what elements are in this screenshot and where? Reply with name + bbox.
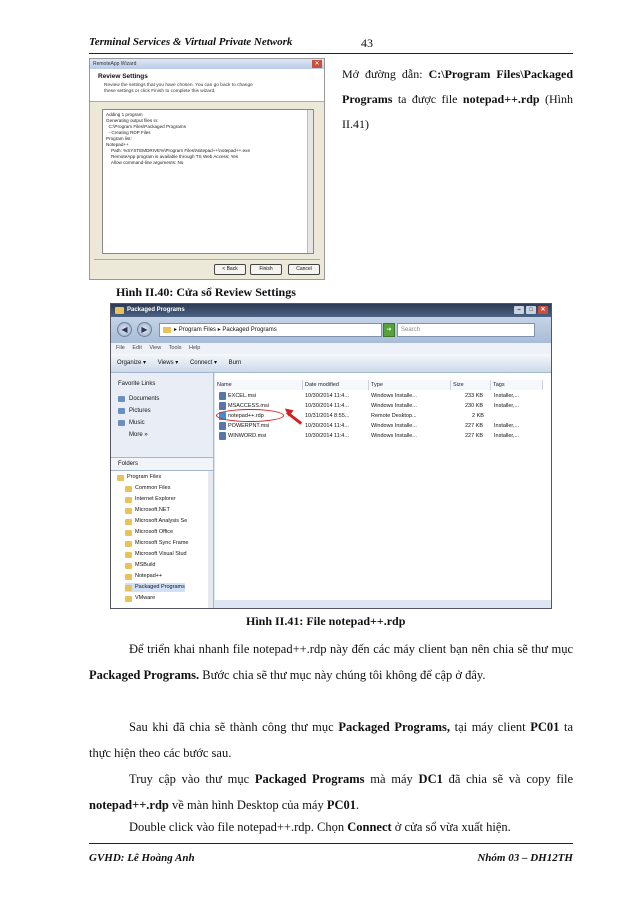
file-tags: Installer,...: [494, 423, 520, 429]
burn-button[interactable]: Burn: [228, 360, 242, 366]
tree-item[interactable]: [125, 539, 188, 548]
file-name: WINWORD.msi: [228, 433, 267, 439]
minimize-icon[interactable]: –: [514, 306, 524, 314]
msi-file-icon: [219, 432, 226, 440]
column-header-tags[interactable]: Tags: [491, 380, 543, 390]
maximize-icon[interactable]: □: [526, 306, 536, 314]
cancel-button[interactable]: Cancel: [288, 264, 320, 275]
bold-text: Packaged Programs: [254, 772, 365, 786]
wizard-header: [90, 69, 324, 102]
text: tại máy client: [449, 720, 531, 734]
favorite-label: Pictures: [129, 408, 151, 414]
organize-button[interactable]: Organize ▾: [117, 360, 147, 366]
file-name: POWERPNT.msi: [228, 423, 270, 429]
folders-heading[interactable]: Folders: [111, 457, 213, 471]
favorite-documents[interactable]: [118, 395, 159, 403]
views-button[interactable]: Views ▾: [157, 360, 179, 366]
right-text: [342, 62, 573, 137]
text: Mở đường dẫn:: [342, 67, 423, 81]
text: Double click vào file notepad++.rdp. Chọn: [129, 820, 348, 834]
highlight-circle: [216, 409, 284, 422]
tree-item[interactable]: [125, 495, 176, 504]
tree-item[interactable]: [125, 561, 155, 570]
tree-item[interactable]: [125, 550, 187, 559]
footer-group: Nhóm 03 – DH12TH: [477, 852, 573, 864]
file-tags: Installer,...: [494, 403, 520, 409]
folder-tree: [111, 471, 213, 609]
favorite-label: More »: [129, 432, 148, 438]
file-tags: Installer,...: [494, 433, 520, 439]
file-size: 230 KB: [465, 403, 484, 409]
text: Bước chia sẽ thư mục này chúng tôi không để cập ở đây.: [199, 668, 486, 682]
documents-icon: [118, 396, 125, 402]
file-name-text: notepad++.rdp: [462, 92, 540, 106]
folder-icon: [125, 519, 132, 525]
summary-line: Notepad++: [106, 142, 129, 147]
bold-text: DC1: [418, 772, 443, 786]
folder-icon: [115, 307, 124, 314]
explorer-titlebar: [111, 304, 551, 317]
tree-item-selected[interactable]: [125, 583, 185, 592]
file-list-pane: [215, 373, 552, 609]
file-size: 233 KB: [465, 393, 484, 399]
file-tags: Installer,...: [494, 393, 520, 399]
favorite-music[interactable]: [118, 419, 145, 427]
favorite-label: Music: [129, 420, 145, 426]
folder-icon: [117, 475, 124, 481]
file-type: Windows Installe...: [371, 433, 417, 439]
search-input[interactable]: Search: [397, 323, 535, 337]
tree-item[interactable]: [125, 572, 162, 581]
settings-summary-box[interactable]: [102, 109, 314, 254]
text: Truy cập vào thư mục: [129, 772, 255, 786]
footer-instructor: GVHD: Lê Hoàng Anh: [89, 852, 195, 864]
wizard-description: Review the settings that you have chosen. You can go back to change these settings or click Finish to complete this wizard.: [104, 83, 253, 94]
folder-icon: [125, 585, 132, 591]
divider: [94, 259, 320, 260]
file-date: 10/30/2014 11:4...: [305, 423, 349, 429]
folder-icon: [125, 530, 132, 536]
close-icon[interactable]: ✕: [538, 306, 548, 314]
file-type: Remote Desktop...: [371, 413, 417, 419]
text: ta được file: [397, 92, 458, 106]
folder-icon: [125, 574, 132, 580]
bold-text: Packaged Programs,: [338, 720, 450, 734]
file-size: 2 KB: [472, 413, 484, 419]
folder-icon: [125, 541, 132, 547]
column-header-name[interactable]: Name: [215, 380, 303, 390]
bold-text: notepad++.rdp: [89, 798, 169, 812]
page-footer: [89, 843, 573, 867]
remoteapp-wizard-screenshot: [89, 58, 325, 280]
menu-bar[interactable]: File Edit View Tools Help: [111, 343, 551, 354]
file-date: 10/31/2014 8:55...: [305, 413, 350, 419]
scrollbar[interactable]: [307, 110, 313, 253]
tree-item[interactable]: [125, 594, 155, 603]
connect-button[interactable]: Connect ▾: [189, 360, 217, 366]
breadcrumb-program-files[interactable]: Program Files: [178, 327, 217, 333]
tree-label: Microsoft.NET: [135, 507, 170, 513]
file-date: 10/30/2014 11:4...: [305, 393, 349, 399]
forward-nav-icon[interactable]: ▶: [137, 322, 152, 337]
paragraph-3: [89, 766, 573, 818]
tree-label: Program Files: [127, 474, 162, 480]
toolbar: [111, 354, 551, 373]
breadcrumb-packaged-programs[interactable]: Packaged Programs: [222, 327, 277, 333]
text: về màn hình Desktop của máy: [168, 798, 327, 812]
window-controls: [514, 306, 548, 314]
msi-file-icon: [219, 402, 226, 410]
file-row[interactable]: [215, 431, 535, 442]
bold-text: PC01: [326, 798, 357, 812]
address-bar-area: [111, 317, 551, 343]
tree-label: Microsoft Sync Frame: [135, 540, 189, 546]
bold-text: PC01: [530, 720, 560, 734]
text: (Hình II.41): [342, 92, 573, 131]
tree-item[interactable]: [125, 506, 170, 515]
msi-file-icon: [219, 392, 226, 400]
pictures-icon: [118, 408, 125, 414]
wizard-heading: Review Settings: [98, 73, 148, 80]
file-type: Windows Installe...: [371, 403, 417, 409]
file-name: notepad++.rdp: [228, 413, 264, 419]
summary-line: Adding 1 program: [106, 112, 143, 117]
tree-item[interactable]: [125, 517, 187, 526]
folder-icon: [125, 563, 132, 569]
tree-label: Internet Explorer: [135, 496, 176, 502]
file-date: 10/30/2014 11:4...: [305, 433, 349, 439]
bold-text: Packaged Programs.: [89, 668, 200, 682]
favorite-links-heading: Favorite Links: [118, 381, 156, 387]
tree-item[interactable]: [125, 484, 170, 493]
finish-button[interactable]: Finish: [250, 264, 282, 275]
text: đã chia sẽ và copy file: [442, 772, 573, 786]
file-name: EXCEL.msi: [228, 393, 257, 399]
summary-line: C:\Program Files\Packaged Programs: [106, 124, 186, 129]
folder-icon: [125, 596, 132, 602]
text: mà máy: [364, 772, 419, 786]
path-text: C:\Program Files\Packaged Programs: [342, 67, 574, 106]
wizard-titlebar: [90, 59, 324, 69]
column-header-type[interactable]: Type: [369, 380, 451, 390]
text: ở cửa sổ vừa xuất hiện.: [391, 820, 511, 834]
favorite-more[interactable]: [118, 431, 148, 439]
text: Để triển khai nhanh file notepad++.rdp này đến các máy client bạn nên chia sẽ thư mục: [129, 642, 573, 656]
tree-label: Microsoft Visual Stud: [135, 551, 187, 557]
summary-line: Generating output files in:: [106, 118, 159, 123]
folder-icon: [125, 497, 132, 503]
summary-line: Path: %SYSTEMDRIVE%\Program Files\Notepad++\notepad++.exe: [106, 148, 251, 153]
tree-label: VMware: [135, 595, 156, 601]
file-name: MSACCESS.msi: [228, 403, 269, 409]
file-size: 227 KB: [465, 423, 484, 429]
text: ta thực hiện theo các bước sau.: [89, 720, 574, 760]
close-icon[interactable]: ✕: [312, 60, 322, 68]
column-header-size[interactable]: Size: [451, 380, 491, 390]
page-header: [89, 36, 573, 54]
tree-label: Common Files: [135, 485, 171, 491]
back-nav-icon[interactable]: ◀: [117, 322, 132, 337]
text: .: [356, 798, 360, 812]
summary-line: Allow command-line arguments: No: [106, 160, 184, 165]
tree-label: Microsoft Office: [135, 529, 174, 535]
folder-icon: [125, 552, 132, 558]
wizard-title: RemoteApp Wizard: [93, 61, 137, 67]
scrollbar[interactable]: [208, 471, 213, 609]
folder-icon: [163, 327, 171, 333]
page-number: 43: [361, 36, 373, 50]
msi-file-icon: [219, 422, 226, 430]
bold-text: Connect: [347, 820, 392, 834]
tree-label: Packaged Programs: [135, 584, 185, 590]
tree-item[interactable]: [117, 473, 161, 482]
favorite-pictures[interactable]: [118, 407, 151, 415]
back-button[interactable]: < Back: [214, 264, 246, 275]
summary-line: Program list:: [106, 136, 132, 141]
explorer-title: Packaged Programs: [127, 307, 185, 313]
paragraph-2: [89, 714, 573, 766]
paragraph-1: [89, 636, 573, 688]
folder-icon: [125, 486, 132, 492]
navigation-pane: [111, 373, 214, 609]
text: Sau khi đã chia sẽ thành công thư mục: [129, 720, 339, 734]
music-icon: [118, 420, 125, 426]
summary-line: - Creating RDP Files: [106, 130, 151, 135]
tree-label: Notepad++: [135, 573, 163, 579]
column-header-date[interactable]: Date modified: [303, 380, 369, 390]
figure-caption-41: Hình II.41: File notepad++.rdp: [246, 614, 406, 628]
folder-icon: [125, 508, 132, 514]
refresh-icon[interactable]: ➜: [383, 323, 395, 337]
file-type: Windows Installe...: [371, 393, 417, 399]
status-bar: [215, 600, 552, 609]
tree-item[interactable]: [125, 528, 173, 537]
paragraph-4: [89, 814, 573, 840]
tree-label: Microsoft Analysis Se: [135, 518, 188, 524]
tree-label: MSBuild: [135, 562, 156, 568]
file-type: Windows Installe...: [371, 423, 417, 429]
address-input[interactable]: ▸ Program Files ▸ Packaged Programs: [159, 323, 382, 337]
explorer-screenshot: [110, 303, 552, 609]
summary-line: RemoteApp program is available through TS Web Access: Yes: [106, 154, 239, 159]
file-size: 227 KB: [465, 433, 484, 439]
favorite-label: Documents: [129, 396, 160, 402]
file-date: 10/30/2014 11:4...: [305, 403, 349, 409]
header-title: Terminal Services & Virtual Private Network: [89, 36, 293, 48]
figure-caption-40: Hình II.40: Cửa sổ Review Settings: [116, 285, 296, 299]
